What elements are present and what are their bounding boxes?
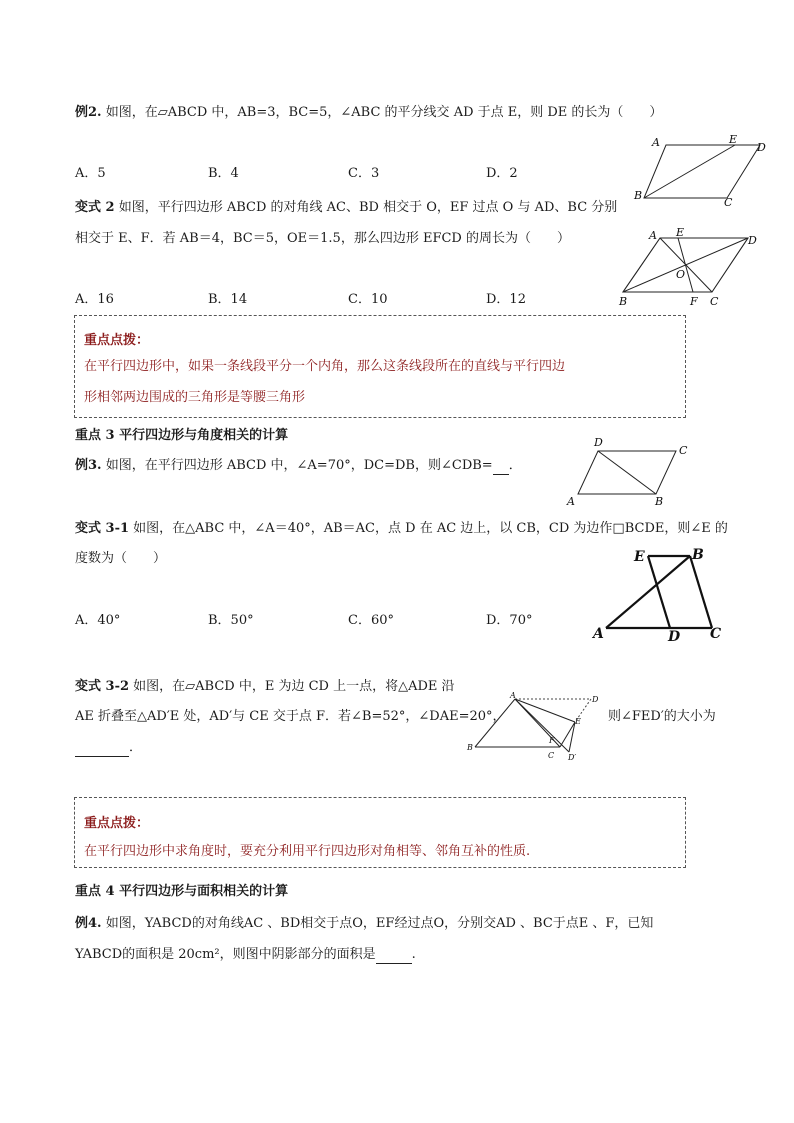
ex2-fig-label-a: A — [652, 136, 660, 149]
var2-option-d: D．12 — [486, 292, 526, 307]
var2-fig-label-c: C — [710, 295, 719, 308]
var32-line2: AE 折叠至△AD′E 处，AD′与 CE 交于点 F．若∠B=52°，∠DAE=20°， — [75, 709, 506, 724]
var32-fig-label-c: C — [548, 751, 555, 760]
var2-label: 变式 2 — [75, 200, 115, 215]
var32-line2-right: 则∠FED′的大小为 — [608, 709, 716, 724]
ex2-fig-label-d: D — [757, 141, 766, 154]
var2-fig-label-b: B — [619, 295, 628, 308]
tip1-title: 重点点拨： — [84, 333, 150, 348]
var32-fig-label-b: B — [467, 743, 473, 752]
var31-fig-label-e: E — [634, 549, 645, 565]
tip1-line1: 在平行四边形中，如果一条线段平分一个内角，那么这条线段所在的直线与平行四边 — [84, 359, 566, 374]
var31-option-d: D．70° — [486, 613, 533, 628]
var32-line1: 变式 3-2 如图，在▱ABCD 中，E 为边 CD 上一点，将△ADE 沿 — [75, 679, 455, 694]
ex3-label: 例3. — [75, 458, 102, 473]
ex2-fig-label-c: C — [724, 196, 733, 209]
var2-line2: 相交于 E、F．若 AB＝4，BC＝5，OE＝1.5，那么四边形 EFCD 的周长为（ ） — [75, 231, 570, 246]
ex4-line1: 例4. 如图，YABCD的对角线AC 、BD相交于点O，EF经过点O，分别交AD 、BC于点E 、F，已知 — [75, 916, 654, 931]
var31-fig-label-b: B — [692, 547, 704, 563]
tip2-title: 重点点拨： — [84, 816, 150, 831]
ex2-fig-label-b: B — [634, 189, 643, 202]
ex4-answer-blank[interactable] — [376, 947, 412, 964]
ex3-fig-label-a: A — [567, 495, 575, 508]
ex2-option-b: B．4 — [208, 166, 239, 181]
var31-line1: 变式 3-1 如图，在△ABC 中，∠A＝40°，AB＝AC，点 D 在 AC 边上，以 CB，CD 为边作□BCDE，则∠E 的 — [75, 521, 728, 536]
ex3-fig-label-d: D — [594, 436, 603, 449]
var31-label: 变式 3-1 — [75, 521, 130, 536]
var2-fig-label-a: A — [649, 229, 657, 242]
var2-fig-label-d: D — [748, 234, 757, 247]
var31-line2: 度数为（ ） — [75, 551, 167, 566]
var32-fig-label-d: D — [592, 695, 599, 704]
focus4-heading: 重点 4 平行四边形与面积相关的计算 — [75, 884, 289, 899]
var32-line3: ． — [75, 740, 142, 757]
focus3-heading: 重点 3 平行四边形与角度相关的计算 — [75, 428, 289, 443]
ex3-fig-label-c: C — [679, 444, 688, 457]
ex4-line2: YABCD的面积是 20cm²，则图中阴影部分的面积是 . — [75, 947, 416, 962]
var2-option-c: C．10 — [348, 292, 388, 307]
var2-line1: 变式 2 如图，平行四边形 ABCD 的对角线 AC、BD 相交于 O，EF 过点 O 与 AD、BC 分别 — [75, 200, 618, 215]
tip2-line1: 在平行四边形中求角度时，要充分利用平行四边形对角相等、邻角互补的性质. — [84, 844, 531, 859]
ex3-question: 例3. 如图，在平行四边形 ABCD 中，∠A=70°，DC=DB，则∠CDB= ． — [75, 458, 522, 473]
ex2-option-d: D．2 — [486, 166, 518, 181]
var2-fig-label-f: F — [690, 295, 698, 308]
var32-label: 变式 3-2 — [75, 679, 130, 694]
ex2-fig-label-e: E — [729, 133, 738, 146]
var2-option-a: A．16 — [75, 292, 114, 307]
var32-fig-label-e: E — [575, 717, 581, 726]
var31-option-a: A．40° — [75, 613, 121, 628]
var2-fig-label-e: E — [676, 226, 685, 239]
ex3-fig-label-b: B — [655, 495, 664, 508]
ex2-option-c: C．3 — [348, 166, 380, 181]
var32-fig-label-a: A — [510, 691, 516, 700]
ex4-label: 例4. — [75, 916, 102, 931]
var32-fig-label-f: F — [549, 736, 555, 745]
var31-fig-label-a: A — [593, 626, 604, 642]
var2-option-b: B．14 — [208, 292, 248, 307]
var31-fig-label-c: C — [710, 626, 722, 642]
ex2-label: 例2. — [75, 105, 102, 120]
var2-fig-label-o: O — [676, 268, 686, 281]
var31-option-b: B．50° — [208, 613, 254, 628]
ex2-option-a: A．5 — [75, 166, 106, 181]
var31-option-c: C．60° — [348, 613, 394, 628]
ex2-text: 如图，在▱ABCD 中，AB=3，BC=5，∠ABC 的平分线交 AD 于点 E，则 DE 的长为（ ） — [101, 105, 663, 120]
var31-fig-label-d: D — [668, 629, 681, 645]
var32-fig-label-d-prime: D′ — [568, 753, 577, 762]
tip1-line2: 形相邻两边围成的三角形是等腰三角形 — [84, 390, 306, 405]
